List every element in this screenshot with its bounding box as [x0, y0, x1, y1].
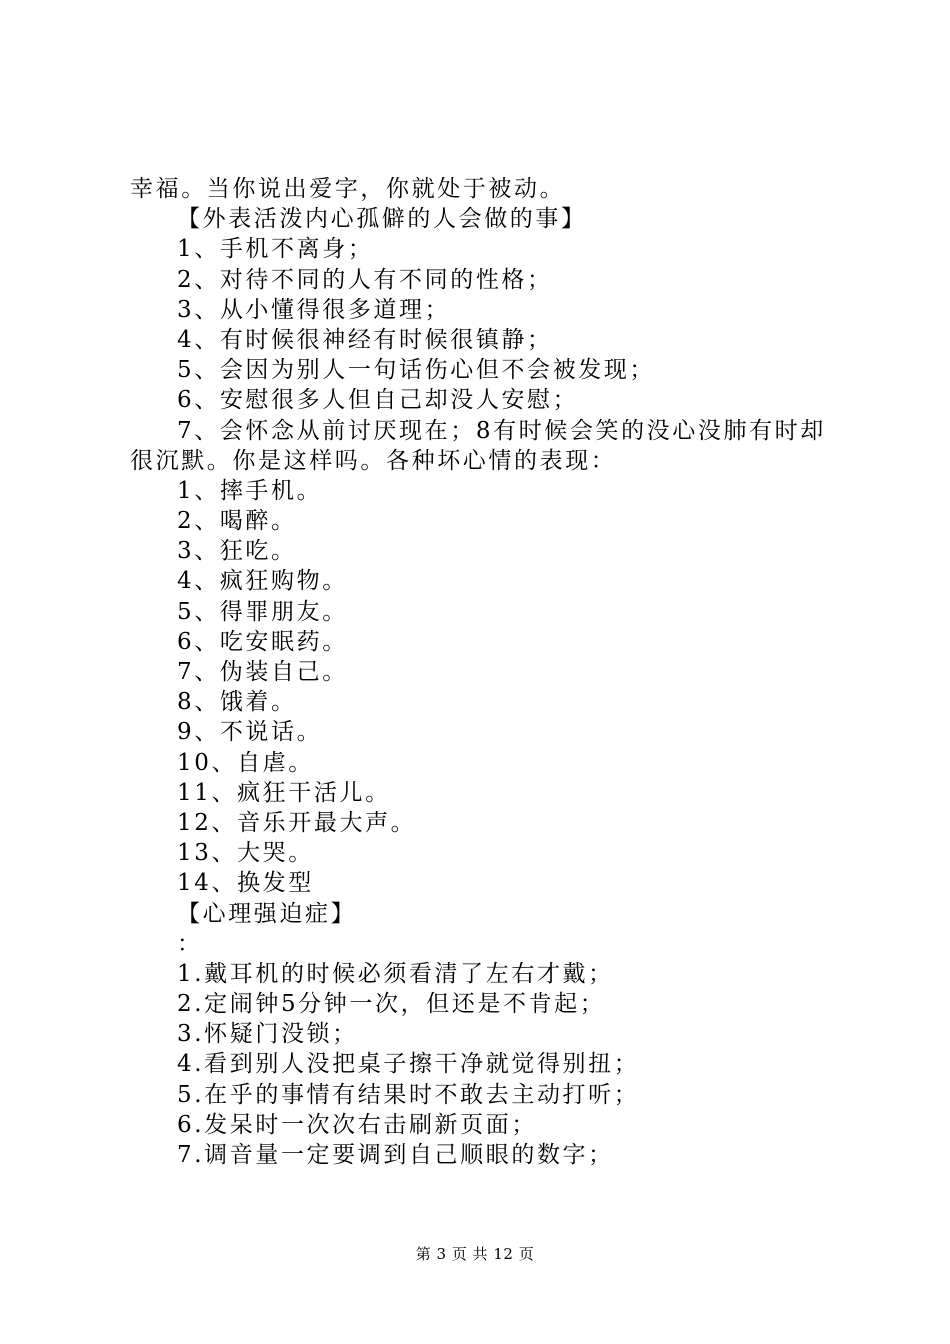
text-line: 9、不说话。: [177, 719, 323, 746]
text-line: 4、有时候很神经有时候很镇静；: [177, 326, 553, 353]
text-line: 7.调音量一定要调到自己顺眼的数字；: [177, 1142, 614, 1168]
text-line: 3.怀疑门没锁；: [177, 1021, 358, 1048]
text-line: 【外表活泼内心孤僻的人会做的事】: [177, 206, 587, 233]
text-line: 2、喝醉。: [177, 508, 297, 535]
text-line: 5.在乎的事情有结果时不敢去主动打听；: [177, 1081, 640, 1108]
text-line: 11、疯狂干活儿。: [177, 779, 391, 806]
text-line: 1、手机不离身；: [177, 236, 374, 263]
text-line: 5、得罪朋友。: [177, 598, 348, 625]
text-line: 10、自虐。: [177, 749, 314, 776]
text-line: 14、换发型: [177, 870, 314, 897]
text-line: 3、从小懂得很多道理；: [177, 296, 451, 323]
text-line: 幸福。当你说出爱字，你就处于被动。: [130, 176, 566, 202]
text-line: 8、饿着。: [177, 689, 297, 716]
text-line: 5、会因为别人一句话伤心但不会被发现；: [177, 357, 656, 384]
text-line: 6、安慰很多人但自己却没人安慰；: [177, 387, 579, 414]
text-line: ：: [177, 930, 203, 957]
text-line: 2.定闹钟5分钟一次，但还是不肯起；: [177, 991, 606, 1018]
text-line: 12、音乐开最大声。: [177, 809, 417, 836]
text-line: 4、疯狂购物。: [177, 568, 348, 595]
text-line: 2、对待不同的人有不同的性格；: [177, 266, 553, 293]
text-line: 3、狂吃。: [177, 538, 297, 565]
text-line: 6、吃安眠药。: [177, 628, 348, 655]
text-line: 1、摔手机。: [177, 477, 323, 504]
text-line: 【心理强迫症】: [177, 900, 357, 927]
text-line: 7、伪装自己。: [177, 659, 348, 685]
text-line: 7、会怀念从前讨厌现在；8有时候会笑的没心没肺有时却: [177, 417, 826, 444]
text-line: 1.戴耳机的时候必须看清了左右才戴；: [177, 960, 614, 987]
text-line: 4.看到别人没把桌子擦干净就觉得别扭；: [177, 1051, 640, 1078]
text-line: 13、大哭。: [177, 840, 314, 867]
text-line: 6.发呆时一次次右击刷新页面；: [177, 1111, 537, 1138]
text-line: 很沉默。你是这样吗。各种坏心情的表现：: [130, 447, 617, 474]
page-footer: 第 3 页 共 12 页: [415, 1245, 535, 1263]
document-body: [130, 174, 830, 1170]
